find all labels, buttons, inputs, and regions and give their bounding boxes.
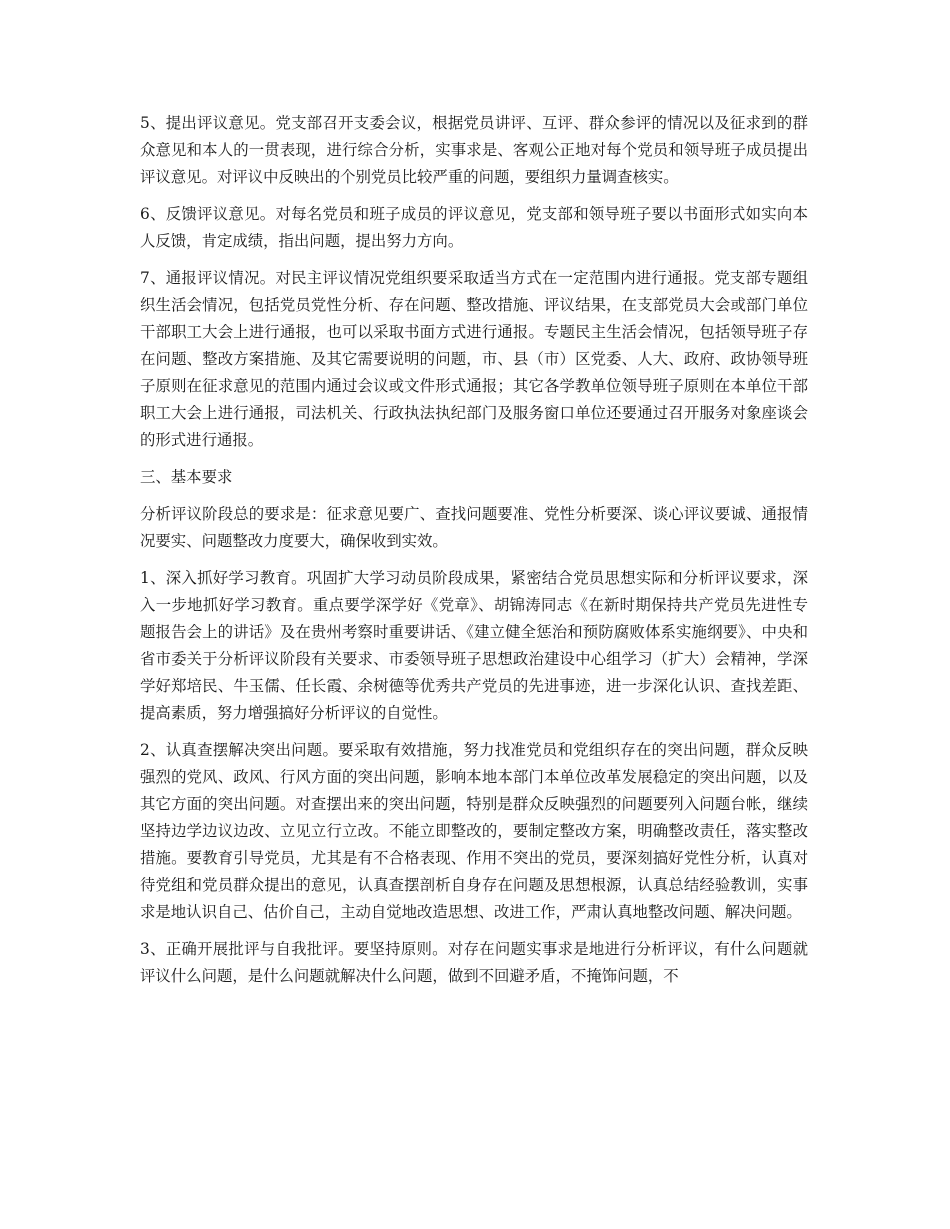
paragraph-overall-requirements: 分析评议阶段总的要求是：征求意见要广、查找问题要准、党性分析要深、谈心评议要诚、通报情况要实、问题整改力度要大，确保收到实效。 bbox=[140, 505, 808, 550]
paragraph-6-feedback-opinion: 6、反馈评议意见。对每名党员和班子成员的评议意见，党支部和领导班子要以书面形式如实向本人反馈，肯定成绩，指出问题，提出努力方向。 bbox=[140, 205, 808, 250]
document-body bbox=[140, 110, 808, 1000]
paragraph-7-report-review: 7、通报评议情况。对民主评议情况党组织要采取适当方式在一定范围内进行通报。党支部专题组织生活会情况，包括党员党性分析、存在问题、整改措施、评议结果，在支部党员大会或部门单位干部职工大会上进行通报，也可以采取书面方式进行通报。专题民主生活会情况，包括领导班子存在问题、整改方案措施、及其它需要说明的问题，市、县（市）区党委、人大、政府、政协领导班子原则在征求意见的范围内通过会议或文件形式通报；其它各学教单位领导班子原则在本单位干部职工大会上进行通报，司法机关、行政执法执纪部门及服务窗口单位还要通过召开服务对象座谈会的形式进行通报。 bbox=[140, 269, 808, 449]
paragraph-2-solve-problems: 2、认真查摆解决突出问题。要采取有效措施，努力找准党员和党组织存在的突出问题，群众反映强烈的党风、政风、行风方面的突出问题，影响本地本部门本单位改革发展稳定的突出问题，以及其它方面的突出问题。对查摆出来的突出问题，特别是群众反映强烈的问题要列入问题台帐，继续坚持边学边议边改、立见立行立改。不能立即整改的，要制定整改方案，明确整改责任，落实整改措施。要教育引导党员，尤其是有不合格表现、作用不突出的党员，要深刻搞好党性分析，认真对待党组和党员群众提出的意见，认真查摆剖析自身存在问题及思想根源，认真总结经验教训，实事求是地认识自己、估价自己，主动自觉地改造思想、改进工作，严肃认真地整改问题、解决问题。 bbox=[140, 741, 808, 921]
paragraph-1-study-education: 1、深入抓好学习教育。巩固扩大学习动员阶段成果，紧密结合党员思想实际和分析评议要求，深入一步地抓好学习教育。重点要学深学好《党章》、胡锦涛同志《在新时期保持共产党员先进性专题报告会上的讲话》及在贵州考察时重要讲话、《建立健全惩治和预防腐败体系实施纲要》、中央和省市委关于分析评议阶段有关要求、市委领导班子思想政治建设中心组学习（扩大）会精神，学深学好郑培民、牛玉儒、任长霞、余树德等优秀共产党员的先进事迹，进一步深化认识、查找差距、提高素质，努力增强搞好分析评议的自觉性。 bbox=[140, 569, 808, 722]
section-heading-basic-requirements: 三、基本要求 bbox=[140, 468, 233, 486]
paragraph-5-review-opinion: 5、提出评议意见。党支部召开支委会议，根据党员讲评、互评、群众参评的情况以及征求到的群众意见和本人的一贯表现，进行综合分析，实事求是、客观公正地对每个党员和领导班子成员提出评议意见。对评议中反映出的个别党员比较严重的问题，要组织力量调查核实。 bbox=[140, 114, 808, 186]
paragraph-3-criticism: 3、正确开展批评与自我批评。要坚持原则。对存在问题实事求是地进行分析评议，有什么问题就评议什么问题，是什么问题就解决什么问题，做到不回避矛盾，不掩饰问题，不 bbox=[140, 940, 808, 985]
